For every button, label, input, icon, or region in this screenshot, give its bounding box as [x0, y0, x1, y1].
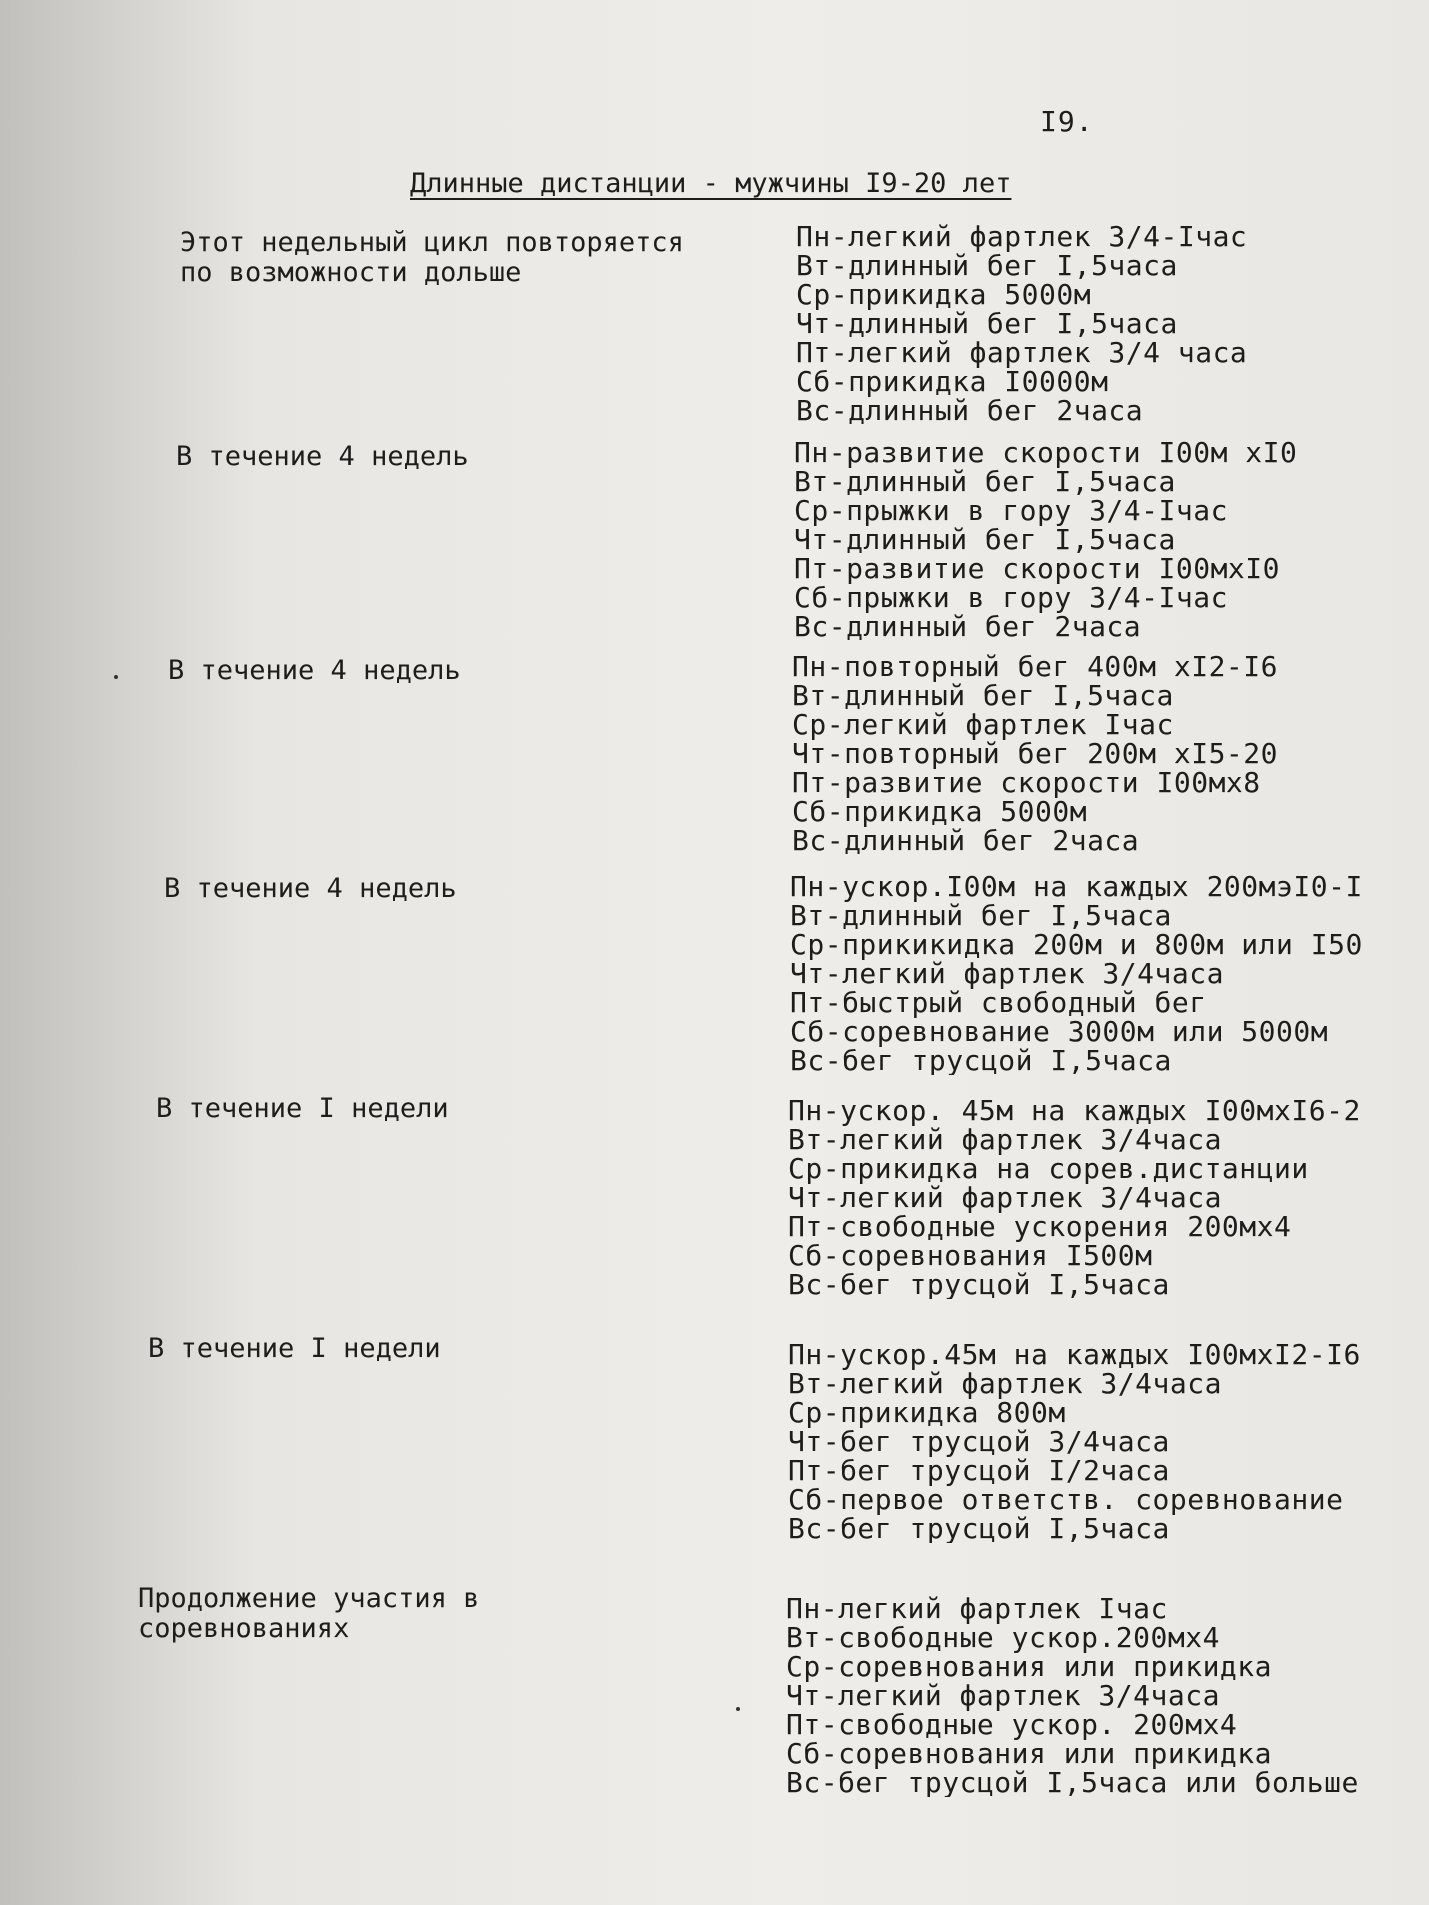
day-entry: Пн-легкий фартлек Iчас	[786, 1594, 1168, 1625]
day-entry: Пт-развитие скорости I00мx8	[792, 766, 1261, 799]
week-schedule	[794, 438, 1297, 641]
day-entry: Пт-развитие скорости I00мxI0	[794, 552, 1281, 585]
day-entry: Вт-длинный бег I,5часа	[794, 465, 1176, 498]
ink-speck	[114, 675, 118, 679]
day-entry: Пн-легкий фартлек 3/4-Iчас	[796, 222, 1248, 253]
day-entry: Ср-прикикидка 200м и 800м или I50	[790, 928, 1363, 961]
day-entry: Вс-длинный бег 2часа	[796, 394, 1144, 425]
period-label	[176, 442, 469, 472]
day-entry: Пт-свободные ускор. 200мx4	[786, 1708, 1238, 1741]
day-entry: Вт-легкий фартлек 3/4часа	[788, 1123, 1222, 1156]
week-schedule	[788, 1096, 1361, 1299]
day-entry: Сб-прикидка I0000м	[796, 365, 1109, 398]
period-line: по возможности дольше	[180, 257, 522, 288]
day-entry: Пт-легкий фартлек 3/4 часа	[796, 336, 1248, 369]
day-entry: Чт-длинный бег I,5часа	[796, 307, 1178, 340]
day-entry: Пн-повторный бег 400м xI2-I6	[792, 652, 1279, 683]
period-line: Этот недельный цикл повторяется	[180, 227, 684, 258]
day-entry: Чт-повторный бег 200м xI5-20	[792, 737, 1279, 770]
day-entry: Ср-соревнования или прикидка	[786, 1650, 1273, 1683]
day-entry: Чт-длинный бег I,5часа	[794, 523, 1176, 556]
page-number: I9.	[1040, 105, 1094, 138]
period-label	[138, 1584, 479, 1644]
ink-speck	[736, 1707, 740, 1711]
day-entry: Вт-длинный бег I,5часа	[792, 679, 1174, 712]
week-schedule	[788, 1340, 1361, 1543]
period-label	[168, 656, 461, 686]
period-line: В течение I недели	[148, 1333, 441, 1364]
day-entry: Пн-развитие скорости I00м xI0	[794, 438, 1298, 469]
day-entry: Чт-легкий фартлек 3/4часа	[786, 1679, 1220, 1712]
period-line: В течение 4 недель	[164, 873, 457, 904]
day-entry: Ср-легкий фартлек Iчас	[792, 708, 1174, 741]
week-schedule	[790, 872, 1363, 1075]
day-entry: Пт-свободные ускорения 200мx4	[788, 1210, 1292, 1243]
period-label	[156, 1094, 449, 1124]
day-entry: Вс-длинный бег 2часа	[792, 824, 1140, 855]
day-entry: Сб-соревнование 3000м или 5000м	[790, 1015, 1329, 1048]
day-entry: Вс-бег трусцой I,5часа	[788, 1512, 1170, 1543]
period-line: В течение 4 недель	[168, 655, 461, 686]
period-line: соревнованиях	[138, 1613, 350, 1644]
day-entry: Сб-соревнования I500м	[788, 1239, 1153, 1272]
day-entry: Вс-длинный бег 2часа	[794, 610, 1142, 641]
day-entry: Пт-бег трусцой I/2часа	[788, 1454, 1170, 1487]
day-entry: Сб-соревнования или прикидка	[786, 1737, 1273, 1770]
day-entry: Вт-свободные ускор.200мx4	[786, 1621, 1220, 1654]
day-entry: Ср-прикидка на сорев.дистанции	[788, 1152, 1309, 1185]
day-entry: Вт-легкий фартлек 3/4часа	[788, 1367, 1222, 1400]
day-entry: Ср-прикидка 800м	[788, 1396, 1066, 1429]
period-label	[180, 228, 684, 288]
day-entry: Вс-бег трусцой I,5часа или больше	[786, 1766, 1359, 1797]
week-schedule	[796, 222, 1247, 425]
week-schedule	[786, 1594, 1359, 1797]
day-entry: Чт-легкий фартлек 3/4часа	[788, 1181, 1222, 1214]
day-entry: Пт-быстрый свободный бег	[790, 986, 1207, 1019]
day-entry: Пн-ускор.45м на каждых I00мxI2-I6	[788, 1340, 1361, 1371]
period-line: Продолжение участия в	[138, 1583, 480, 1614]
day-entry: Пн-ускор.I00м на каждых 200мэI0-I	[790, 872, 1363, 903]
day-entry: Вт-длинный бег I,5часа	[796, 249, 1178, 282]
day-entry: Ср-прикидка 5000м	[796, 278, 1092, 311]
day-entry: Сб-прикидка 5000м	[792, 795, 1088, 828]
day-entry: Чт-бег трусцой 3/4часа	[788, 1425, 1170, 1458]
period-line: В течение I недели	[156, 1093, 449, 1124]
week-schedule	[792, 652, 1278, 855]
day-entry: Вс-бег трусцой I,5часа	[788, 1268, 1170, 1299]
day-entry: Пн-ускор. 45м на каждых I00мxI6-2	[788, 1096, 1361, 1127]
day-entry: Сб-прыжки в гору 3/4-Iчас	[794, 581, 1228, 614]
day-entry: Чт-легкий фартлек 3/4часа	[790, 957, 1224, 990]
period-label	[148, 1334, 441, 1364]
period-label	[164, 874, 457, 904]
period-line: В течение 4 недель	[176, 441, 469, 472]
day-entry: Сб-первое ответств. соревнование	[788, 1483, 1344, 1516]
page-title: Длинные дистанции - мужчины I9-20 лет	[410, 168, 1012, 199]
day-entry: Вс-бег трусцой I,5часа	[790, 1044, 1172, 1075]
day-entry: Ср-прыжки в гору 3/4-Iчас	[794, 494, 1228, 527]
day-entry: Вт-длинный бег I,5часа	[790, 899, 1172, 932]
